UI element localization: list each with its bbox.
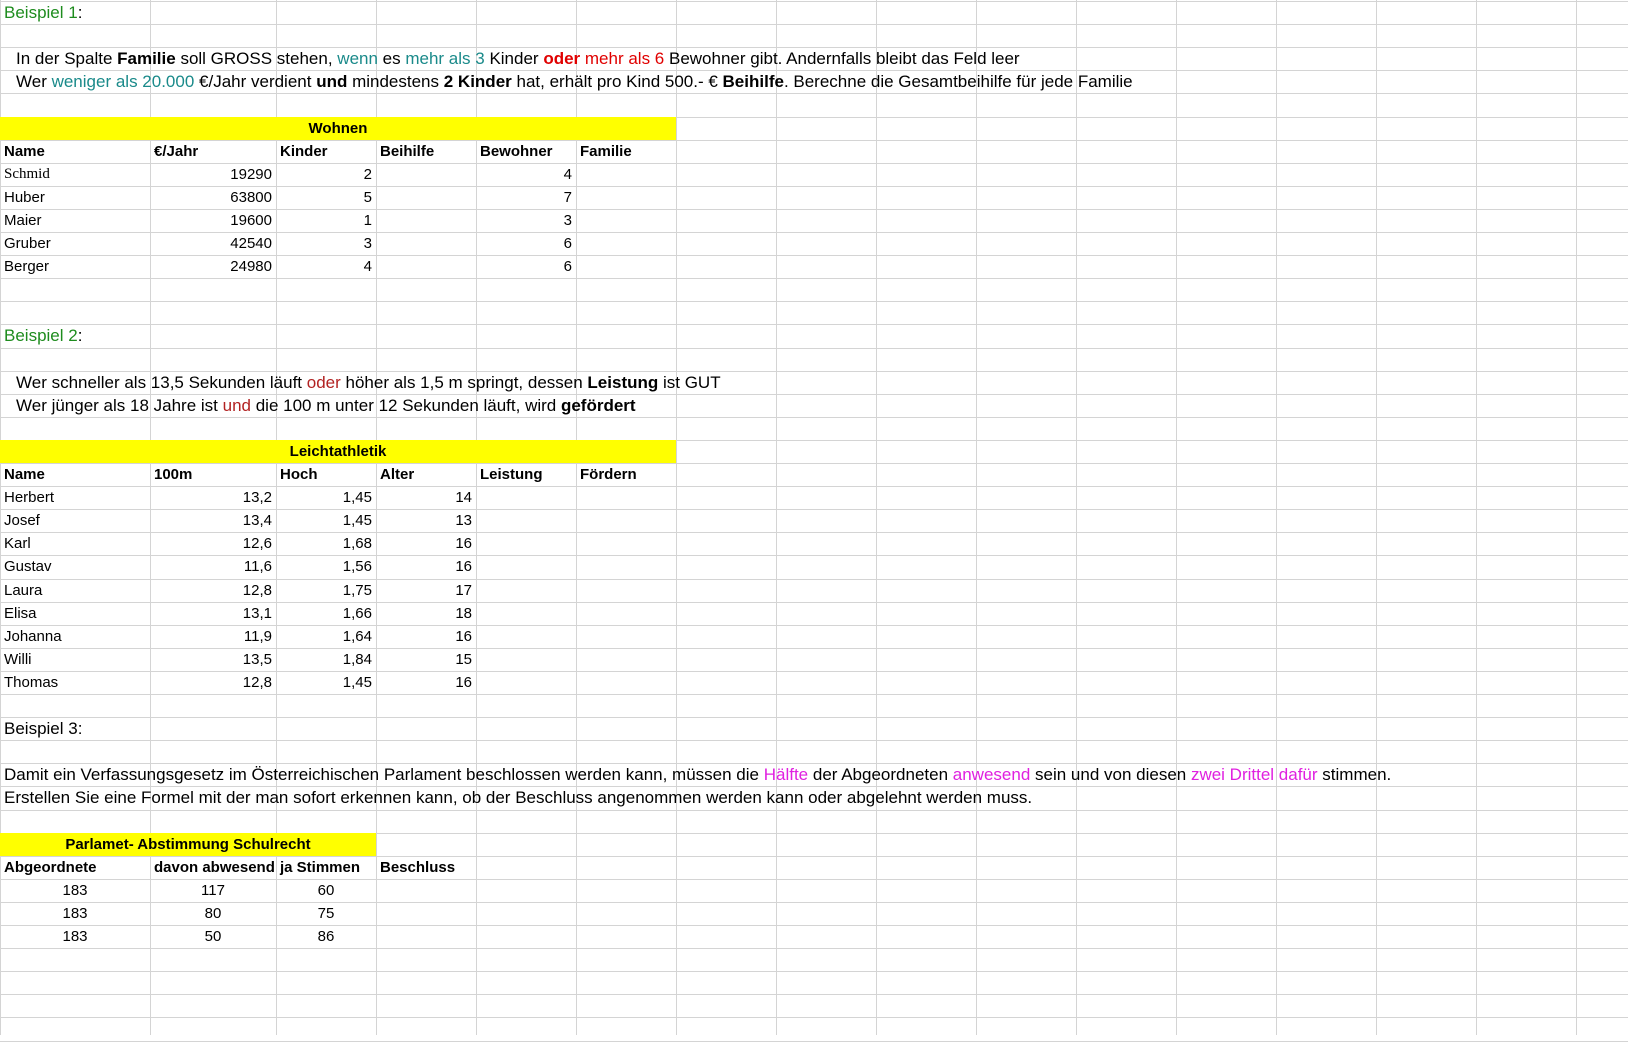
beispiel-2-instruction-1-segment: Wer schneller als 13,5 Sekunden läuft [16, 373, 307, 392]
value-cell[interactable] [376, 163, 476, 186]
grid-row-line [0, 324, 1628, 325]
beispiel-1-instruction-2-segment: weniger als 20.000 [51, 72, 195, 91]
table-title-leichtathletik[interactable]: Leichtathletik [0, 440, 676, 463]
value-cell[interactable]: 12,6 [242, 535, 272, 552]
grid-row-line [0, 810, 1628, 811]
beispiel-1-instruction-1-segment: soll GROSS stehen, [175, 49, 338, 68]
value-cell[interactable] [576, 209, 676, 232]
value-cell[interactable]: 16 [455, 674, 472, 691]
value-cell[interactable]: 5 [363, 189, 372, 206]
value-cell[interactable] [576, 579, 676, 602]
table-title-parlament[interactable]: Parlamet- Abstimmung Schulrecht [0, 833, 376, 856]
value-cell[interactable] [476, 532, 576, 555]
value-cell[interactable] [576, 186, 676, 209]
name-cell[interactable]: Herbert [4, 489, 55, 506]
value-cell[interactable] [376, 255, 476, 278]
beispiel-1-instruction-1[interactable] [16, 47, 1020, 70]
value-cell[interactable]: 12,8 [242, 674, 272, 691]
value-cell[interactable]: 11,9 [243, 628, 272, 645]
beispiel-1-instruction-2-segment: Wer [16, 72, 52, 91]
name-cell[interactable]: Laura [4, 582, 43, 599]
beispiel-1-instruction-2[interactable] [16, 70, 1133, 93]
value-cell[interactable]: 16 [455, 558, 472, 575]
value-cell[interactable]: 60 [317, 882, 335, 899]
value-cell[interactable] [476, 555, 576, 578]
value-cell[interactable]: 17 [455, 582, 472, 599]
value-cell[interactable]: 12,8 [242, 582, 272, 599]
value-cell[interactable] [376, 902, 476, 925]
heading-text: Beispiel 1 [4, 3, 78, 22]
column-header[interactable]: €/Jahr [154, 143, 199, 160]
column-header[interactable]: Hoch [280, 466, 318, 483]
beispiel-3-instruction-1-segment: der Abgeordneten [808, 765, 953, 784]
value-cell[interactable] [476, 648, 576, 671]
value-cell[interactable] [576, 625, 676, 648]
value-cell[interactable]: 1,45 [342, 512, 372, 529]
beispiel-1-instruction-1-segment: wenn [337, 49, 378, 68]
name-cell[interactable]: Thomas [4, 674, 59, 691]
value-cell[interactable]: 1,45 [342, 674, 372, 691]
beispiel-2-instruction-2-segment: die 100 m unter 12 Sekunden läuft, wird [251, 396, 561, 415]
grid-row-line [0, 740, 1628, 741]
beispiel-1-instruction-2-segment: mindestens [347, 72, 444, 91]
name-cell[interactable]: Johanna [4, 628, 62, 645]
beispiel-1-instruction-1-segment: mehr als 6 [584, 49, 665, 68]
grid-row-line [0, 1017, 1628, 1018]
grid-row-line [0, 93, 1628, 94]
beispiel-1-instruction-2-segment: und [316, 72, 348, 91]
column-header[interactable]: Kinder [280, 143, 328, 160]
value-cell[interactable] [576, 163, 676, 186]
beispiel-2-instruction-1[interactable] [16, 371, 721, 394]
column-header[interactable]: Beihilfe [380, 143, 435, 160]
value-cell[interactable]: 75 [317, 905, 335, 922]
value-cell[interactable]: 1 [363, 212, 372, 229]
value-cell[interactable] [576, 486, 676, 509]
beispiel-1-instruction-1-segment: In der Spalte [16, 49, 118, 68]
beispiel-3-instruction-1-segment: Hälfte [763, 765, 809, 784]
value-cell[interactable] [576, 532, 676, 555]
beispiel-3-instruction-1-segment: sein und von diesen [1030, 765, 1191, 784]
value-cell[interactable]: 16 [455, 628, 472, 645]
value-cell[interactable] [476, 486, 576, 509]
value-cell[interactable] [576, 602, 676, 625]
value-cell[interactable]: 1,56 [342, 558, 372, 575]
name-cell[interactable]: Schmid [4, 166, 50, 182]
value-cell[interactable]: 183 [62, 928, 88, 945]
value-cell[interactable] [376, 879, 476, 902]
beispiel-3-instruction-1-segment: Damit ein Verfassungsgesetz im Österreichischen Parlament beschlossen werden kann, müssen die [4, 765, 764, 784]
value-cell[interactable]: 19600 [230, 212, 272, 229]
value-cell[interactable]: 1,64 [342, 628, 372, 645]
value-cell[interactable] [476, 579, 576, 602]
grid-row-line [0, 717, 1628, 718]
value-cell[interactable]: 14 [455, 489, 472, 506]
name-cell[interactable]: Gruber [4, 235, 51, 252]
beispiel-3-instruction-2-segment: Erstellen Sie eine Formel mit der man sofort erkennen kann, ob der Beschluss angenommen werden kann oder abgelehnt werden muss. [4, 788, 1033, 807]
value-cell[interactable]: 50 [204, 928, 222, 945]
value-cell[interactable]: 19290 [230, 166, 272, 183]
value-cell[interactable]: 16 [455, 535, 472, 552]
grid-row-line [0, 994, 1628, 995]
value-cell[interactable]: 15 [455, 651, 472, 668]
value-cell[interactable]: 13,4 [242, 512, 272, 529]
name-cell[interactable]: Josef [4, 512, 40, 529]
beispiel-2-heading[interactable] [4, 324, 82, 348]
beispiel-1-instruction-2-segment: hat, erhält pro Kind 500.- € [511, 72, 723, 91]
value-cell[interactable]: 2 [363, 166, 372, 183]
beispiel-3-instruction-1[interactable] [4, 763, 1391, 786]
value-cell[interactable] [476, 671, 576, 694]
value-cell[interactable]: 183 [62, 882, 88, 899]
name-cell[interactable]: Berger [4, 258, 50, 275]
column-header[interactable]: davon abwesend [154, 859, 275, 876]
grid-row-line [0, 348, 1628, 349]
value-cell[interactable]: 6 [563, 235, 572, 252]
beispiel-1-instruction-1-segment: Familie [117, 49, 176, 68]
value-cell[interactable] [476, 509, 576, 532]
value-cell[interactable] [376, 186, 476, 209]
name-cell[interactable]: Willi [4, 651, 32, 668]
beispiel-3-instruction-1-segment: stimmen. [1317, 765, 1392, 784]
value-cell[interactable] [576, 255, 676, 278]
beispiel-1-instruction-1-segment: mehr als 3 [405, 49, 485, 68]
beispiel-2-instruction-1-segment: Leistung [587, 373, 659, 392]
value-cell[interactable] [376, 209, 476, 232]
value-cell[interactable]: 42540 [230, 235, 272, 252]
beispiel-2-instruction-1-segment: höher als 1,5 m springt, dessen [340, 373, 588, 392]
beispiel-3-instruction-1-segment: anwesend [952, 765, 1031, 784]
value-cell[interactable] [576, 555, 676, 578]
grid-row-line [0, 417, 1628, 418]
column-header[interactable]: Name [4, 466, 45, 483]
value-cell[interactable]: 7 [563, 189, 572, 206]
beispiel-1-instruction-1-segment: Kinder [484, 49, 544, 68]
beispiel-3-heading[interactable]: Beispiel 3: [4, 719, 83, 738]
value-cell[interactable]: 13,1 [242, 605, 272, 622]
column-header[interactable]: Bewohner [480, 143, 553, 160]
beispiel-2-instruction-1-segment: ist GUT [658, 373, 721, 392]
value-cell[interactable]: 13,5 [242, 651, 272, 668]
value-cell[interactable]: 6 [563, 258, 572, 275]
grid-row-line [0, 278, 1628, 279]
column-header[interactable]: Abgeordnete [4, 859, 97, 876]
value-cell[interactable] [576, 232, 676, 255]
grid-row-line [0, 971, 1628, 972]
value-cell[interactable]: 63800 [230, 189, 272, 206]
value-cell[interactable] [376, 232, 476, 255]
beispiel-3-instruction-1-segment: zwei Drittel dafür [1190, 765, 1318, 784]
grid-row-line [0, 1, 1628, 2]
value-cell[interactable]: 1,66 [342, 605, 372, 622]
name-cell[interactable]: Karl [4, 535, 31, 552]
heading-colon: : [77, 326, 83, 345]
column-header[interactable]: Beschluss [380, 859, 456, 876]
value-cell[interactable]: 4 [363, 258, 372, 275]
value-cell[interactable]: 24980 [230, 258, 272, 275]
value-cell[interactable]: 1,84 [342, 651, 372, 668]
column-header[interactable]: 100m [154, 466, 193, 483]
value-cell[interactable]: 3 [563, 212, 572, 229]
beispiel-1-instruction-2-segment: €/Jahr verdient [194, 72, 317, 91]
column-header[interactable]: Familie [580, 143, 632, 160]
value-cell[interactable]: 117 [201, 882, 225, 899]
value-cell[interactable]: 13,2 [242, 489, 272, 506]
value-cell[interactable] [476, 602, 576, 625]
beispiel-1-instruction-1-segment: oder [543, 49, 581, 68]
grid-row-line [0, 301, 1628, 302]
value-cell[interactable]: 1,45 [342, 489, 372, 506]
heading-colon: : [77, 3, 83, 22]
name-cell[interactable]: Gustav [4, 558, 52, 575]
value-cell[interactable] [576, 509, 676, 532]
beispiel-1-instruction-2-segment: 2 Kinder [443, 72, 512, 91]
value-cell[interactable]: 3 [363, 235, 372, 252]
beispiel-1-heading[interactable] [4, 1, 82, 25]
value-cell[interactable]: 13 [455, 512, 472, 529]
name-cell[interactable]: Huber [4, 189, 45, 206]
value-cell[interactable]: 4 [563, 166, 572, 183]
beispiel-2-instruction-2-segment: gefördert [560, 396, 636, 415]
value-cell[interactable] [576, 648, 676, 671]
beispiel-3-instruction-2[interactable] [4, 786, 1032, 809]
value-cell[interactable]: 86 [317, 928, 335, 945]
beispiel-1-instruction-2-segment: . Berechne die Gesamtbeihilfe für jede Familie [783, 72, 1133, 91]
name-cell[interactable]: Elisa [4, 605, 37, 622]
value-cell[interactable]: 80 [204, 905, 222, 922]
beispiel-1-instruction-1-segment: es [377, 49, 406, 68]
grid-row-line [0, 24, 1628, 25]
value-cell[interactable]: 183 [62, 905, 88, 922]
heading-text: Beispiel 2 [4, 326, 78, 345]
value-cell[interactable] [476, 625, 576, 648]
value-cell[interactable]: 1,75 [342, 582, 372, 599]
value-cell[interactable]: 18 [455, 605, 472, 622]
column-header[interactable]: ja Stimmen [280, 859, 361, 876]
beispiel-1-instruction-1-segment: Bewohner gibt. Andernfalls bleibt das Feld leer [664, 49, 1020, 68]
column-header[interactable]: Leistung [480, 466, 543, 483]
column-header[interactable]: Alter [380, 466, 415, 483]
value-cell[interactable]: 11,6 [243, 558, 272, 575]
name-cell[interactable]: Maier [4, 212, 42, 229]
value-cell[interactable]: 1,68 [342, 535, 372, 552]
beispiel-1-instruction-2-segment: Beihilfe [722, 72, 784, 91]
beispiel-2-instruction-2[interactable] [16, 394, 636, 417]
value-cell[interactable] [376, 925, 476, 948]
grid-row-line [0, 948, 1628, 949]
beispiel-2-instruction-2-segment: und [222, 396, 251, 415]
beispiel-2-instruction-2-segment: Wer jünger als 18 Jahre ist [16, 396, 223, 415]
column-header[interactable]: Name [4, 143, 45, 160]
table-title-wohnen[interactable]: Wohnen [0, 117, 676, 140]
column-header[interactable]: Fördern [580, 466, 637, 483]
value-cell[interactable] [576, 671, 676, 694]
beispiel-2-instruction-1-segment: oder [306, 373, 341, 392]
grid-row-line [0, 694, 1628, 695]
